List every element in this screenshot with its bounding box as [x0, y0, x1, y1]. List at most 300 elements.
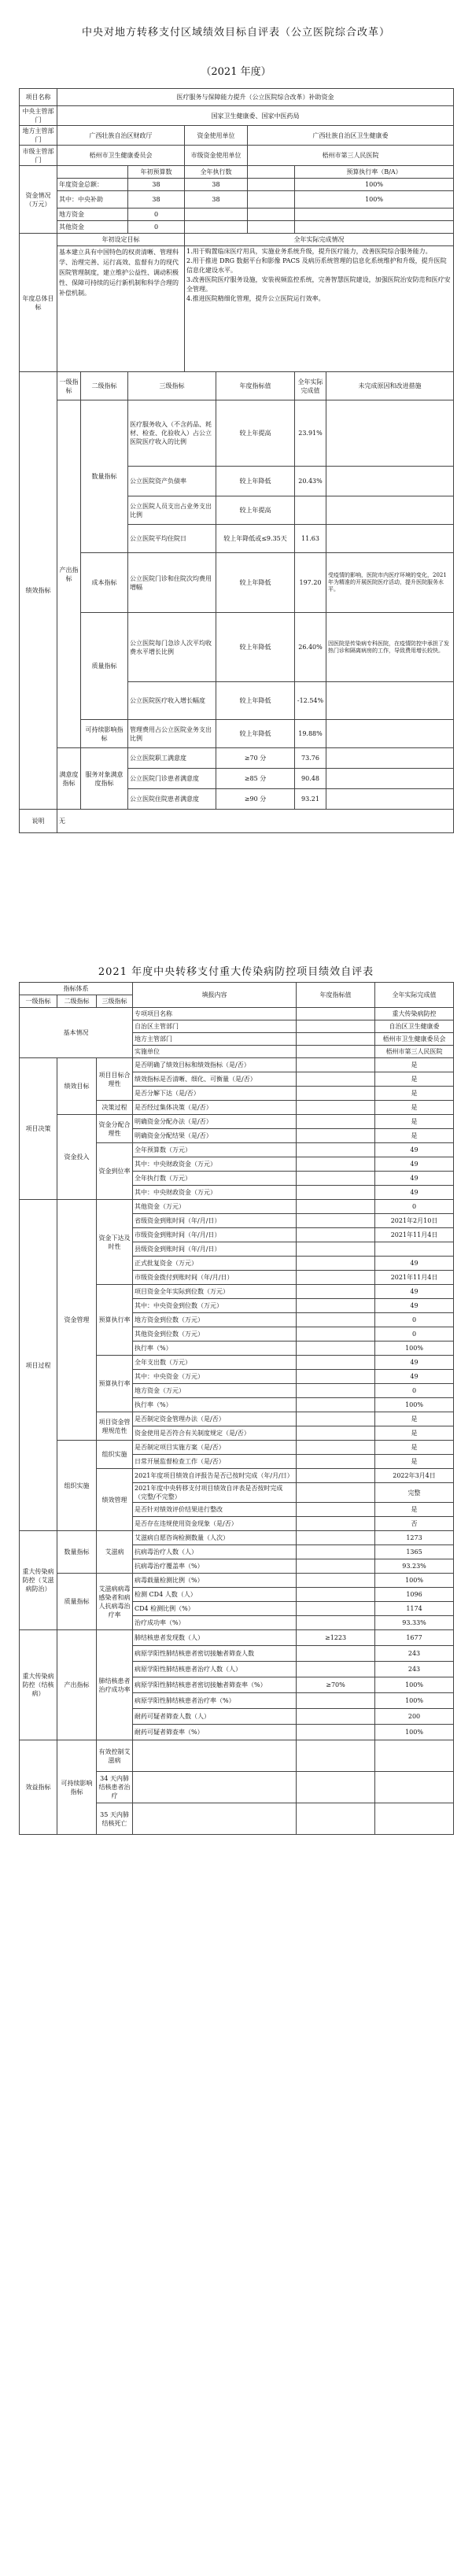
section-l2: 产出指标: [57, 1630, 97, 1740]
section-content: 执行率（%）: [133, 1398, 297, 1412]
perf-target: ≥85 分: [216, 769, 295, 789]
section-content: 肺结核患者发现数（人）: [133, 1630, 297, 1646]
section-target: [297, 1200, 375, 1214]
section-target: [297, 1483, 375, 1503]
section-actual: 否: [375, 1517, 454, 1531]
perf-header: 二级指标: [81, 372, 128, 400]
perf-actual: 23.91%: [295, 400, 326, 467]
section-actual: 49: [375, 1157, 454, 1172]
section-actual: 2021年11月4日: [375, 1271, 454, 1285]
section-content: 其中：中央资金到位数（万元）: [133, 1299, 297, 1313]
section-actual: 49: [375, 1186, 454, 1200]
section-target: [297, 1087, 375, 1101]
section-target: [297, 1228, 375, 1242]
perf-target: 较上年降低: [216, 682, 295, 720]
section-l2: 资金投入: [57, 1115, 97, 1200]
section-content: 是否分解下达（是/否）: [133, 1087, 297, 1101]
section-target: [297, 1588, 375, 1602]
money-row-label: 地方资金: [57, 209, 128, 221]
section-actual: 49: [375, 1143, 454, 1157]
section-l3: 决策过程: [97, 1101, 133, 1115]
note-value: 无: [57, 810, 454, 833]
fund-unit-label: 资金使用单位: [185, 126, 248, 146]
table1: [19, 88, 454, 833]
section-actual: 0: [375, 1200, 454, 1214]
section-content: 明确资金分配办法（是/否）: [133, 1115, 297, 1129]
section-content: 治疗成功率（%）: [133, 1616, 297, 1630]
section-target: [297, 1285, 375, 1299]
section-target: [297, 1441, 375, 1455]
money-header-b: 全年执行数: [185, 166, 248, 179]
section-content: [133, 1740, 297, 1772]
project-name-label: 项目名称: [20, 89, 57, 106]
section-actual: 100%: [375, 1693, 454, 1709]
money-row-label: 年度资金总额：: [57, 179, 128, 191]
section-content: 县级资金到账时间（年/月/日）: [133, 1242, 297, 1257]
money-row-a: 0: [128, 209, 185, 221]
section-content: 市级资金拨付到账时间（年/月/日）: [133, 1271, 297, 1285]
section-l3: 34 天内肺结核患者治疗: [97, 1772, 133, 1803]
section-target: [297, 1101, 375, 1115]
section-l2: 质量指标: [57, 1574, 97, 1630]
section-content: 其他资金（万元）: [133, 1200, 297, 1214]
section-actual: 100%: [375, 1677, 454, 1693]
section-content: 是否针对绩效评价结果进行整改: [133, 1503, 297, 1517]
city-unit: 梧州市第三人民医院: [248, 146, 454, 166]
money-row-b: [185, 221, 248, 234]
perf-header: 未完成原因和改进措施: [326, 372, 454, 400]
section-content: 全年支出数（万元）: [133, 1356, 297, 1370]
section-content: [133, 1772, 297, 1803]
section-target: [297, 1531, 375, 1545]
t2-header: 年度指标值: [297, 983, 375, 1008]
perf-l3: 公立医院门诊患者满意度: [128, 769, 216, 789]
basic-target: [297, 1046, 375, 1058]
perf-target: 较上年降低: [216, 613, 295, 682]
basic-label: 基本情况: [20, 1008, 133, 1058]
section-target: [297, 1172, 375, 1186]
local-dept: 广西壮族自治区财政厅: [57, 126, 185, 146]
perf-note: [326, 748, 454, 769]
table1-title: 中央对地方转移支付区域绩效目标自评表（公立医院综合改革）: [81, 27, 390, 39]
basic-value: 自治区卫生健康委: [375, 1020, 454, 1033]
perf-header: 三级指标: [128, 372, 216, 400]
perf-note: [326, 400, 454, 467]
perf-note: [326, 467, 454, 496]
section-content: 执行率（%）: [133, 1342, 297, 1356]
goal-plan-header: 年初设定目标: [57, 234, 185, 246]
section-content: 是否制定资金管理办法（是/否）: [133, 1412, 297, 1426]
section-content: 病毒载量检测比例（%）: [133, 1574, 297, 1588]
perf-target: 较上年降低: [216, 720, 295, 748]
perf-l3: 公立医院每门急诊人次平均收费水平增长比例: [128, 613, 216, 682]
section-actual: 100%: [375, 1342, 454, 1356]
section-target: [297, 1129, 375, 1143]
section-content: 病原学阳性肺结核患者治疗率（%）: [133, 1693, 297, 1709]
perf-l3: 公立医院资产负债率: [128, 467, 216, 496]
perf-actual: 90.48: [295, 769, 326, 789]
basic-value: 重大传染病防控: [375, 1008, 454, 1020]
basic-content: 实施单位: [133, 1046, 297, 1058]
section-content: 2021年度项目绩效自评报告是否已按时完成（年/月/日）: [133, 1469, 297, 1483]
section-l2: 数量指标: [57, 1531, 97, 1574]
perf-l2: 质量指标: [81, 613, 128, 720]
perf-l3: 公立医院医疗收入增长幅度: [128, 682, 216, 720]
section-l3: 预算执行率: [97, 1285, 133, 1356]
section-actual: 是: [375, 1072, 454, 1087]
section-content: 病原学阳性肺结核患者密切接触者筛查人数: [133, 1646, 297, 1662]
section-l3: 有效控制艾滋病: [97, 1740, 133, 1772]
perf-target: 较上年提高: [216, 496, 295, 525]
section-actual: 1365: [375, 1545, 454, 1559]
perf-target: ≥70 分: [216, 748, 295, 769]
section-l1: 重大传染病防控（艾滋病防治）: [20, 1531, 57, 1630]
perf-note: [326, 496, 454, 525]
section-content: 日常开展监督检查工作（是/否）: [133, 1455, 297, 1469]
money-row-label: 其中：中央补助: [57, 191, 128, 209]
section-target: [297, 1186, 375, 1200]
money-row-a: 0: [128, 221, 185, 234]
money-row-b: [185, 209, 248, 221]
section-content: 地方资金到位数（万元）: [133, 1313, 297, 1327]
city-label: 市级主管部门: [20, 146, 57, 166]
section-content: 绩效指标是否清晰、细化、可衡量（是/否）: [133, 1072, 297, 1087]
section-target: [297, 1143, 375, 1157]
section-actual: 0: [375, 1313, 454, 1327]
section-actual: 49: [375, 1172, 454, 1186]
section-actual: 243: [375, 1646, 454, 1662]
section-content: 2021年度中央转移支付项目绩效自评表是否按时完成（完整/不完整）: [133, 1483, 297, 1503]
perf-header: 全年实际完成值: [295, 372, 326, 400]
section-content: 资金使用是否符合有关制度规定（是/否）: [133, 1426, 297, 1441]
section-l2: 绩效目标: [57, 1058, 97, 1115]
money-row-rate: [295, 221, 454, 234]
perf-l1: 产出指标: [57, 400, 81, 748]
perf-note: [326, 769, 454, 789]
section-content: 全年预算数（万元）: [133, 1143, 297, 1157]
perf-l2: 可持续影响指标: [81, 720, 128, 748]
section-target: [297, 1725, 375, 1740]
section-actual: 是: [375, 1441, 454, 1455]
money-row-rate: [295, 209, 454, 221]
basic-target: [297, 1008, 375, 1020]
section-target: [297, 1214, 375, 1228]
section-actual: 100%: [375, 1725, 454, 1740]
perf-l3: 公立医院门诊和住院次均费用增幅: [128, 553, 216, 613]
section-target: [297, 1058, 375, 1072]
section-content: 耐药可疑者筛查率（%）: [133, 1725, 297, 1740]
money-header-rate: 预算执行率（B/A）: [295, 166, 454, 179]
section-l2: 可持续影响指标: [57, 1740, 97, 1835]
section-content: 其中：中央资金（万元）: [133, 1370, 297, 1384]
section-content: 项目资金全年实际到位数（万元）: [133, 1285, 297, 1299]
perf-note: [326, 525, 454, 553]
section-target: [297, 1740, 375, 1772]
perf-actual: 197.20: [295, 553, 326, 613]
section-target: [297, 1693, 375, 1709]
section-actual: 100%: [375, 1574, 454, 1588]
perf-l1: 满意度指标: [57, 748, 81, 810]
section-target: [297, 1157, 375, 1172]
section-actual: 是: [375, 1129, 454, 1143]
section-target: [297, 1313, 375, 1327]
perf-target: 较上年提高: [216, 400, 295, 467]
goal-actual-item: 3.改善医院医疗服务设施，安装视频监控系统，完善智慧医院建设，加强医院治安防范和医疗安全管理。: [186, 276, 451, 293]
section-actual: 2021年2月10日: [375, 1214, 454, 1228]
section-target: [297, 1517, 375, 1531]
perf-actual: 26.40%: [295, 613, 326, 682]
section-l1: 项目决策: [20, 1058, 57, 1200]
perf-header: 一级指标: [57, 372, 81, 400]
perf-l3: 公立医院住院患者满意度: [128, 789, 216, 810]
perf-target: 较上年降低: [216, 553, 295, 613]
perf-actual: 11.63: [295, 525, 326, 553]
section-l2: 组织实施: [57, 1441, 97, 1531]
section-actual: 1677: [375, 1630, 454, 1646]
section-target: [297, 1602, 375, 1616]
section-content: 病原学阳性肺结核患者治疗人数（人）: [133, 1662, 297, 1677]
section-content: 明确资金分配结果（是/否）: [133, 1129, 297, 1143]
section-actual: 49: [375, 1299, 454, 1313]
section-content: 艾滋病自愿咨询检测数量（人次）: [133, 1531, 297, 1545]
section-target: [297, 1115, 375, 1129]
perf-actual: 93.21: [295, 789, 326, 810]
section-content: [133, 1803, 297, 1835]
section-l3: 绩效管理: [97, 1469, 133, 1531]
perf-l3: 公立医院职工满意度: [128, 748, 216, 769]
perf-target: ≥90 分: [216, 789, 295, 810]
section-actual: 是: [375, 1058, 454, 1072]
goal-plan: 基本建立具有中国特色的权责清晰、管理科学、治理完善、运行高效、监督有力的现代医院管理制度，建立维护公益性、调动积极性、保障可持续的运行新机制和科学合理的补偿机制。: [57, 246, 185, 372]
section-actual: 是: [375, 1412, 454, 1426]
section-target: ≥70%: [297, 1677, 375, 1693]
section-target: ≥1223: [297, 1630, 375, 1646]
section-actual: 1096: [375, 1588, 454, 1602]
note-label: 说明: [20, 810, 57, 833]
section-l3: 资金到位率: [97, 1143, 133, 1200]
money-row-label: 其他资金: [57, 221, 128, 234]
section-actual: 是: [375, 1503, 454, 1517]
section-content: 抗病毒治疗人数（人）: [133, 1545, 297, 1559]
perf-target: 较上年降低或≤9.35天: [216, 525, 295, 553]
section-target: [297, 1426, 375, 1441]
section-actual: 2022年3月4日: [375, 1469, 454, 1483]
perf-note: 因医院是传染病专科医院，在疫情防控中承担了发热门诊和隔离病房的工作，导致费用增长较快。: [326, 613, 454, 682]
section-content: 其中：中央财政资金（万元）: [133, 1186, 297, 1200]
section-content: 市级资金到账时间（年/月/日）: [133, 1228, 297, 1242]
section-content: 地方资金（万元）: [133, 1384, 297, 1398]
perf-label: 绩效指标: [20, 372, 57, 810]
t2-subheader: 一级指标: [20, 995, 57, 1008]
perf-note: [326, 789, 454, 810]
section-actual: [375, 1242, 454, 1257]
basic-content: 专项项目名称: [133, 1008, 297, 1020]
section-actual: 93.33%: [375, 1616, 454, 1630]
section-target: [297, 1299, 375, 1313]
section-l3: 预算执行率: [97, 1356, 133, 1412]
section-actual: 49: [375, 1257, 454, 1271]
section-actual: 200: [375, 1709, 454, 1725]
fund-unit: 广西壮族自治区卫生健康委: [248, 126, 454, 146]
basic-content: 地方主管部门: [133, 1033, 297, 1046]
section-content: 全年执行数（万元）: [133, 1172, 297, 1186]
section-content: 其中：中央财政资金（万元）: [133, 1157, 297, 1172]
section-target: [297, 1398, 375, 1412]
dept: 国家卫生健康委、国家中医药局: [57, 106, 454, 126]
section-content: 是否明确了绩效目标和绩效指标（是/否）: [133, 1058, 297, 1072]
section-content: 耐药可疑者筛查人数（人）: [133, 1709, 297, 1725]
section-actual: 49: [375, 1285, 454, 1299]
goal-actual: [185, 246, 454, 372]
section-target: [297, 1384, 375, 1398]
money-header-a: 年初预算数: [128, 166, 185, 179]
section-content: 是否存在违规使用资金现象（是/否）: [133, 1517, 297, 1531]
section-content: CD4 检测比例（%）: [133, 1602, 297, 1616]
section-l3: 35 天内肺结核死亡: [97, 1803, 133, 1835]
perf-actual: -12.54%: [295, 682, 326, 720]
section-actual: 49: [375, 1370, 454, 1384]
section-actual: 1273: [375, 1531, 454, 1545]
basic-value: 梧州市卫生健康委员会: [375, 1033, 454, 1046]
city: 梧州市卫生健康委员会: [57, 146, 185, 166]
section-target: [297, 1257, 375, 1271]
section-content: 其他资金到位数（万元）: [133, 1327, 297, 1342]
section-target: [297, 1356, 375, 1370]
section-actual: 完整: [375, 1483, 454, 1503]
goal-actual-item: 4.推进医院精细化管理，提升公立医院运行效率。: [186, 295, 325, 302]
section-actual: 49: [375, 1356, 454, 1370]
section-target: [297, 1469, 375, 1483]
t2-subheader: 二级指标: [57, 995, 97, 1008]
dept-label: 中央主管部门: [20, 106, 57, 126]
section-target: [297, 1662, 375, 1677]
section-target: [297, 1455, 375, 1469]
section-target: [297, 1772, 375, 1803]
section-target: [297, 1342, 375, 1356]
section-target: [297, 1412, 375, 1426]
section-actual: [375, 1740, 454, 1772]
money-row-a: 38: [128, 179, 185, 191]
section-target: [297, 1370, 375, 1384]
section-l1: 重大传染病防控（结核病）: [20, 1630, 57, 1740]
section-target: [297, 1616, 375, 1630]
basic-target: [297, 1033, 375, 1046]
section-content: 是否经过集体决策（是/否）: [133, 1101, 297, 1115]
perf-note: [326, 682, 454, 720]
section-target: [297, 1646, 375, 1662]
section-actual: 是: [375, 1426, 454, 1441]
section-l3: 组织实施: [97, 1441, 133, 1469]
table1-year: （2021 年度）: [201, 66, 271, 78]
section-target: [297, 1327, 375, 1342]
section-target: [297, 1503, 375, 1517]
money-row-b: 38: [185, 179, 248, 191]
section-content: 省级资金到账时间（年/月/日）: [133, 1214, 297, 1228]
table2: [19, 982, 454, 1835]
t2-header: 指标体系: [20, 983, 133, 995]
section-actual: 0: [375, 1327, 454, 1342]
section-actual: 2021年11月4日: [375, 1228, 454, 1242]
t2-header: 全年实际完成值: [375, 983, 454, 1008]
table2-title: 2021 年度中央转移支付重大传染病防控项目绩效自评表: [98, 966, 374, 978]
basic-value: 梧州市第三人民医院: [375, 1046, 454, 1058]
section-content: 是否制定项目实施方案（是/否）: [133, 1441, 297, 1455]
section-l2: 资金管理: [57, 1200, 97, 1441]
project-name: 医疗服务与保障能力提升（公立医院综合改革）补助资金: [57, 89, 454, 106]
section-content: 抗病毒治疗覆盖率（%）: [133, 1559, 297, 1574]
section-target: [297, 1559, 375, 1574]
perf-target: 较上年降低: [216, 467, 295, 496]
section-target: [297, 1242, 375, 1257]
section-actual: 0: [375, 1384, 454, 1398]
section-l3: 资金下达及时性: [97, 1200, 133, 1285]
perf-l3: 公立医院人员支出占业务支出比例: [128, 496, 216, 525]
section-l3: 资金分配合理性: [97, 1115, 133, 1143]
perf-note: 受疫情的影响，医院市内医疗环境的变化，2021年为精准的开展医院医疗活动，提升医院服务水平。: [326, 553, 454, 613]
section-content: 正式批复资金（万元）: [133, 1257, 297, 1271]
perf-note: [326, 720, 454, 748]
perf-l2: 服务对象满意度指标: [81, 748, 128, 810]
perf-actual: [295, 496, 326, 525]
t2-subheader: 三级指标: [97, 995, 133, 1008]
section-actual: [375, 1803, 454, 1835]
perf-l3: 管理费用占公立医院业务支出比例: [128, 720, 216, 748]
section-actual: 100%: [375, 1398, 454, 1412]
goal-label: 年度总体目标: [20, 234, 57, 372]
money-row-a: 38: [128, 191, 185, 209]
section-l1: 效益指标: [20, 1740, 57, 1835]
section-l3: 艾滋病: [97, 1531, 133, 1574]
money-row-b: 38: [185, 191, 248, 209]
section-content: 病原学阳性肺结核患者密切接触者筛查率（%）: [133, 1677, 297, 1693]
section-actual: 93.23%: [375, 1559, 454, 1574]
section-actual: [375, 1772, 454, 1803]
section-actual: 是: [375, 1455, 454, 1469]
section-l3: 艾滋病病毒感染者和病人抗病毒治疗率: [97, 1574, 133, 1630]
section-target: [297, 1072, 375, 1087]
section-target: [297, 1803, 375, 1835]
t2-header: 填报内容: [133, 983, 297, 1008]
section-l1: 项目过程: [20, 1200, 57, 1531]
goal-actual-header: 全年实际完成情况: [185, 234, 454, 246]
section-actual: 243: [375, 1662, 454, 1677]
goal-actual-item: 2.用于推进 DRG 数据平台和影像 PACS 及病历系统管理的信息化系统维护和升级，提升医院信息化建设水平。: [186, 257, 447, 274]
section-l3: 项目目标合理性: [97, 1058, 133, 1101]
section-actual: 1174: [375, 1602, 454, 1616]
section-target: [297, 1545, 375, 1559]
perf-l2: 数量指标: [81, 400, 128, 553]
perf-l3: 公立医院平均住院日: [128, 525, 216, 553]
section-target: [297, 1574, 375, 1588]
section-target: [297, 1271, 375, 1285]
section-content: 检测 CD4 人数（人）: [133, 1588, 297, 1602]
section-actual: 是: [375, 1101, 454, 1115]
basic-target: [297, 1020, 375, 1033]
section-l3: 项目资金管理规范性: [97, 1412, 133, 1441]
local-dept-label: 地方主管部门: [20, 126, 57, 146]
money-row-rate: 100%: [295, 179, 454, 191]
perf-header: 年度指标值: [216, 372, 295, 400]
perf-l2: 成本指标: [81, 553, 128, 613]
section-actual: 是: [375, 1087, 454, 1101]
goal-actual-item: 1.用于购置临床医疗用具，实施业务系统升级，提升医疗能力，改善医院综合服务能力。: [186, 248, 432, 255]
money-label: 资金情况（万元）: [20, 166, 57, 234]
section-l3: 肺结核患者治疗成功率: [97, 1630, 133, 1740]
perf-actual: 73.76: [295, 748, 326, 769]
perf-actual: 20.43%: [295, 467, 326, 496]
city-unit-label: 市级资金使用单位: [185, 146, 248, 166]
perf-actual: 19.88%: [295, 720, 326, 748]
